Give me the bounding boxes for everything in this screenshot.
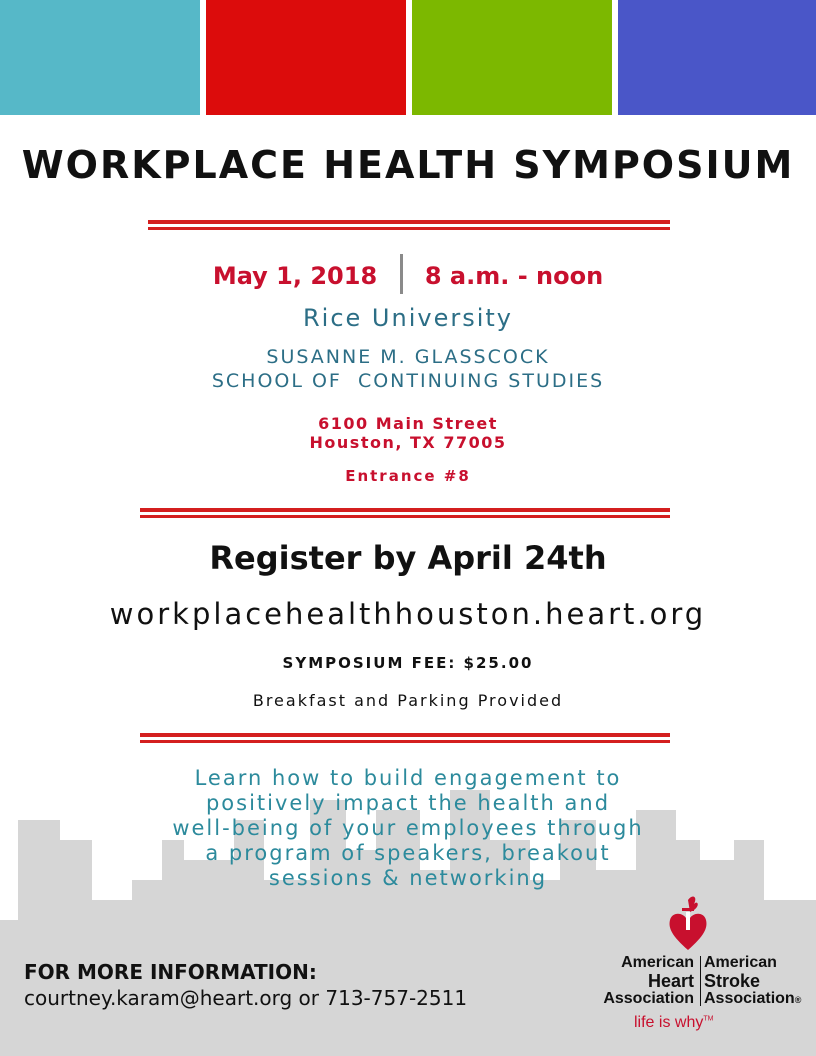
green-block [412,0,612,115]
address-line-2: Houston, TX 77005 [309,433,507,452]
registered-mark: ® [794,995,802,1005]
contact-details[interactable]: courtney.karam@heart.org or 713-757-2511 [24,986,468,1010]
date-separator [400,254,403,294]
divider-bottom [140,733,670,743]
more-info-label: FOR MORE INFORMATION: [24,960,317,984]
asa-line-3: Association [704,990,795,1007]
address [0,414,816,452]
aha-line-3: Association [603,990,694,1007]
divider-middle [140,508,670,518]
aha-line-2: Heart [647,971,694,991]
tagline-text: life is why [634,1014,704,1031]
description-line-1: Learn how to build engagement to [194,766,622,790]
address-line-1: 6100 Main Street [318,414,498,433]
divider-top [148,220,670,230]
amenities-note: Breakfast and Parking Provided [252,691,564,710]
trademark-mark: TM [703,1015,714,1023]
description [0,766,816,891]
symposium-fee: SYMPOSIUM FEE: $25.00 [282,654,534,672]
description-line-3: well-being of your employees through [172,816,644,840]
logo-divider [700,956,701,1006]
venue-name: Rice University [303,304,513,332]
logo-tagline [634,1014,713,1032]
asa-line-2: Stroke [704,971,761,991]
page-title: WORKPLACE HEALTH SYMPOSIUM [21,143,795,187]
description-line-2: positively impact the health and [205,791,611,815]
aha-asa-logo [586,890,816,1040]
school-name [0,345,816,393]
description-line-5: sessions & networking [268,866,548,890]
event-time: 8 a.m. - noon [424,262,604,290]
entrance: Entrance #8 [345,467,471,485]
register-deadline: Register by April 24th [209,539,607,577]
teal-block [0,0,200,115]
event-date: May 1, 2018 [212,262,378,290]
heart-torch-icon [668,890,708,952]
school-line-2: SCHOOL OF CONTINUING STUDIES [211,370,605,392]
asa-name [704,954,801,1009]
red-block [206,0,406,115]
description-line-4: a program of speakers, breakout [205,841,611,865]
aha-line-1: American [621,954,694,971]
blue-block [618,0,816,115]
color-blocks-banner [0,0,816,115]
date-time-row [0,257,816,297]
asa-line-1: American [704,954,777,971]
registration-url[interactable]: workplacehealthhouston.heart.org [109,597,707,631]
school-line-1: SUSANNE M. GLASSCOCK [266,346,550,368]
aha-name [603,954,694,1008]
